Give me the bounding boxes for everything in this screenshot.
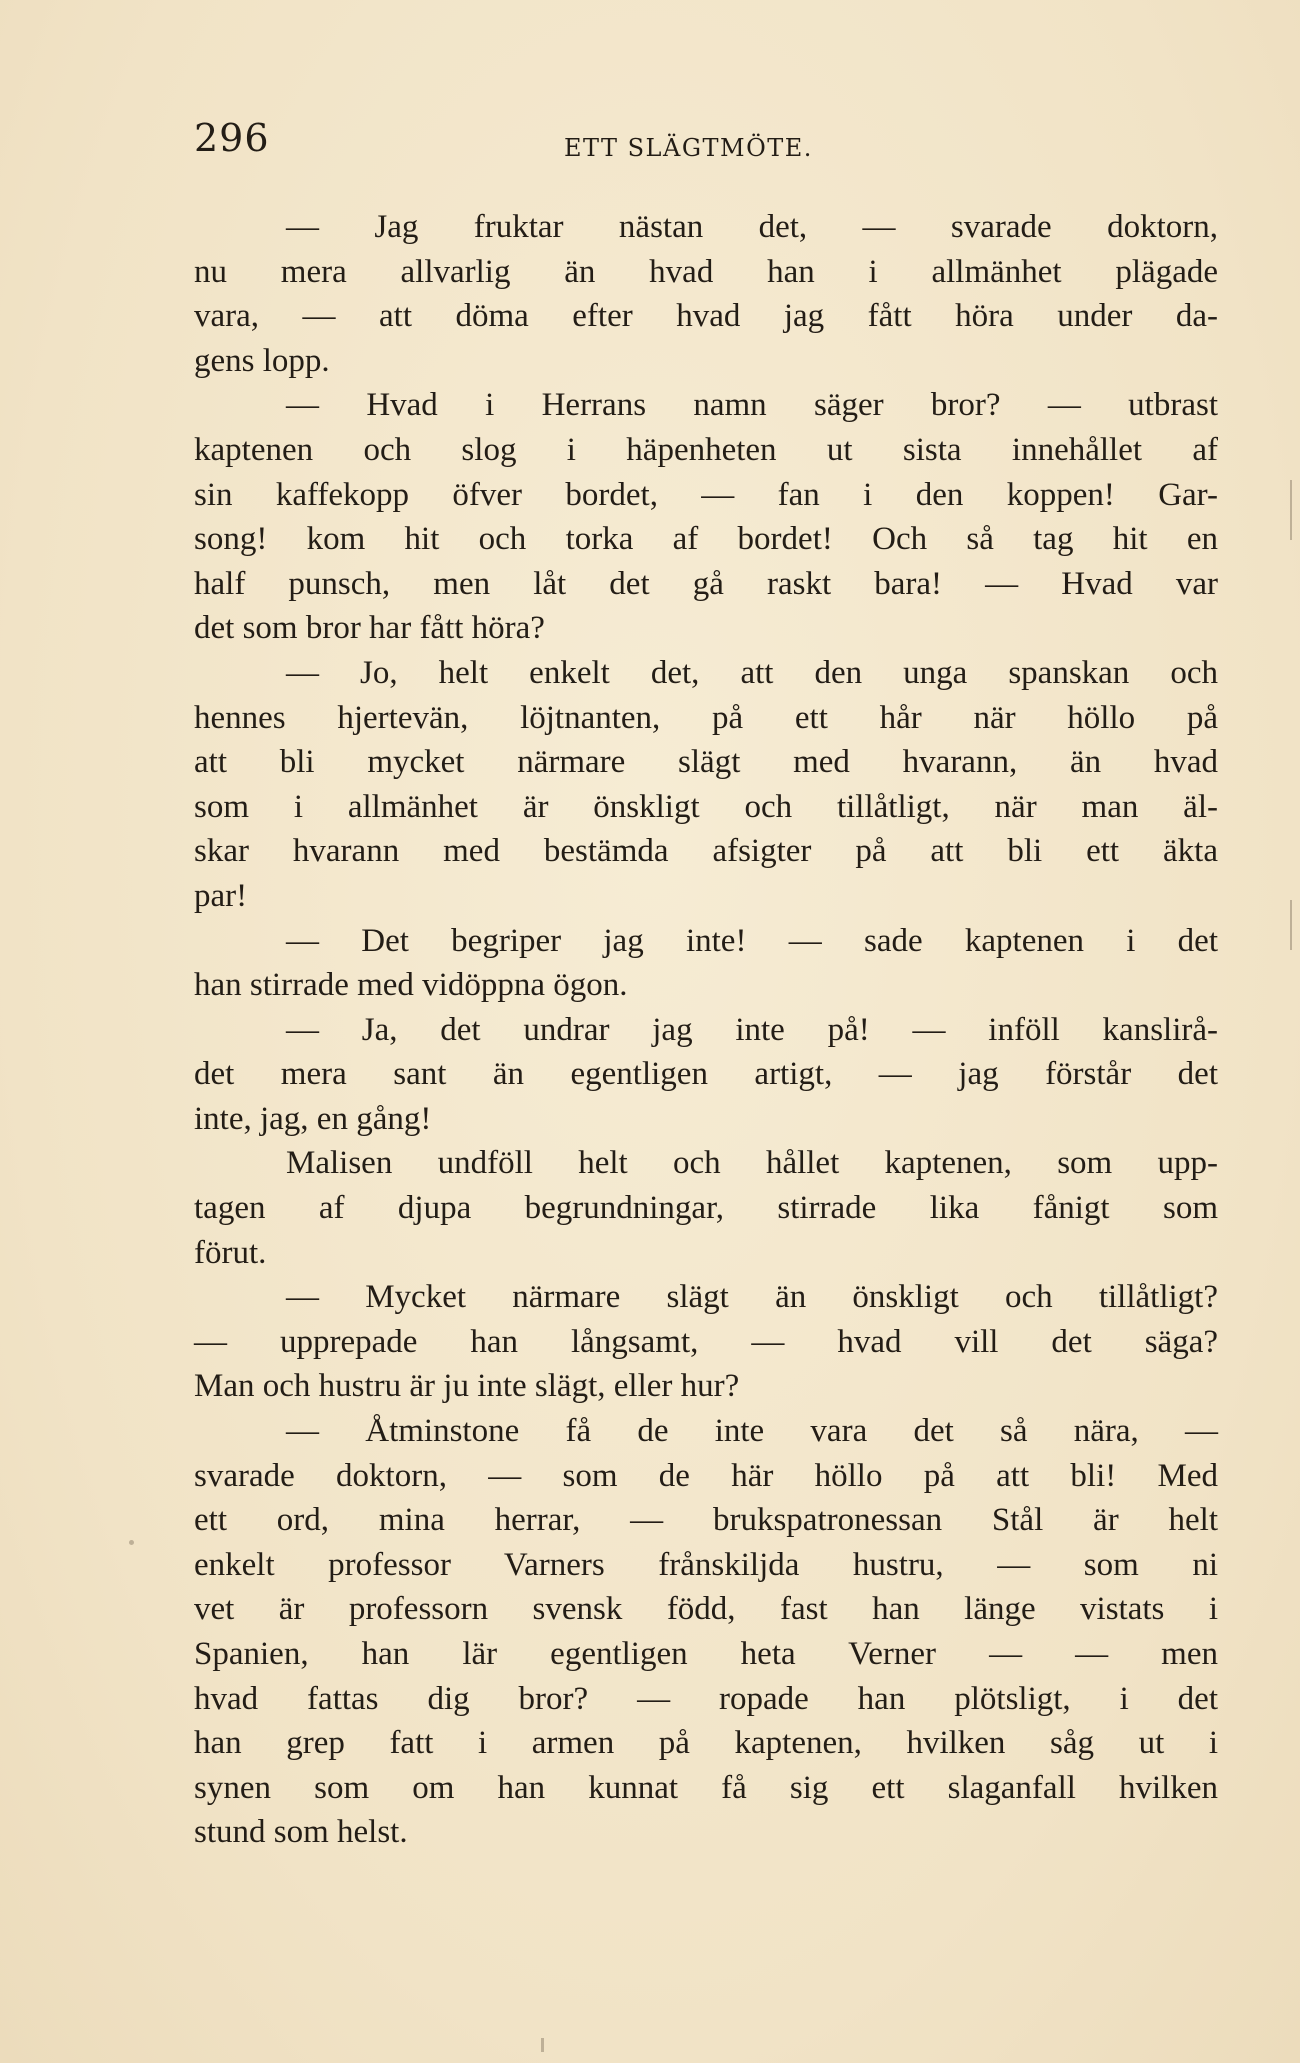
- text-line: han grep fatt i armen på kaptenen, hvilken såg ut i: [194, 1725, 1218, 1762]
- text-line: enkelt professor Varners frånskiljda hustru, — som ni: [194, 1546, 1218, 1583]
- text-line: — Det begriper jag inte! — sade kaptenen i det: [286, 922, 1218, 959]
- text-line: par!: [194, 877, 248, 914]
- text-line: Spanien, han lär egentligen heta Verner — — men: [194, 1636, 1218, 1672]
- text-line: inte, jag, en gång!: [194, 1100, 432, 1137]
- scan-speck: [129, 1540, 134, 1545]
- text-line: han stirrade med vidöppna ögon.: [194, 967, 628, 1004]
- text-line: skar hvarann med bestämda afsigter på att bli ett äkta: [194, 833, 1218, 870]
- text-line: nu mera allvarlig än hvad han i allmänhet plägade: [194, 253, 1218, 290]
- text-line: half punsch, men låt det gå raskt bara! — Hvad var: [194, 565, 1218, 602]
- text-line: ett ord, mina herrar, — brukspatronessan Stål är helt: [194, 1502, 1218, 1539]
- text-line: tagen af djupa begrundningar, stirrade lika fånigt som: [194, 1190, 1218, 1227]
- text-line: hvad fattas dig bror? — ropade han plötsligt, i det: [194, 1680, 1218, 1717]
- text-line: synen som om han kunnat få sig ett slaganfall hvilken: [194, 1769, 1218, 1806]
- text-line: sin kaffekopp öfver bordet, — fan i den koppen! Gar-: [194, 476, 1218, 513]
- text-line: vet är professorn svensk född, fast han länge vistats i: [194, 1591, 1218, 1628]
- text-line: som i allmänhet är önskligt och tillåtligt, när man äl-: [194, 788, 1218, 825]
- text-line: — Ja, det undrar jag inte på! — inföll kanslirå-: [286, 1011, 1218, 1048]
- text-line: — Åtminstone få de inte vara det så nära, —: [286, 1413, 1218, 1450]
- text-line: kaptenen och slog i häpenheten ut sista innehållet af: [194, 431, 1218, 468]
- text-line: Malisen undföll helt och hållet kaptenen, som upp-: [286, 1145, 1218, 1182]
- text-line: att bli mycket närmare slägt med hvarann, än hvad: [194, 744, 1218, 781]
- text-line: vara, — att döma efter hvad jag fått höra under da-: [194, 298, 1218, 335]
- text-line: song! kom hit och torka af bordet! Och så tag hit en: [194, 521, 1218, 558]
- text-line: Man och hustru är ju inte slägt, eller hur?: [194, 1368, 740, 1405]
- body-text: [194, 205, 1218, 1855]
- text-line: förut.: [194, 1234, 267, 1271]
- scan-speck: [1290, 480, 1292, 540]
- text-line: det som bror har fått höra?: [194, 610, 545, 647]
- text-line: gens lopp.: [194, 342, 330, 379]
- text-line: — upprepade han långsamt, — hvad vill det säga?: [194, 1323, 1218, 1360]
- page-header: [194, 116, 1218, 176]
- text-line: det mera sant än egentligen artigt, — jag förstår det: [194, 1056, 1218, 1093]
- text-line: — Jag fruktar nästan det, — svarade doktorn,: [286, 209, 1218, 245]
- text-line: svarade doktorn, — som de här höllo på att bli! Med: [194, 1457, 1218, 1494]
- scan-speck: [541, 2038, 544, 2052]
- text-line: hennes hjertevän, löjtnanten, på ett hår när höllo på: [194, 699, 1218, 736]
- text-line: — Mycket närmare slägt än önskligt och tillåtligt?: [286, 1279, 1218, 1316]
- text-line: stund som helst.: [194, 1814, 408, 1851]
- text-line: — Jo, helt enkelt det, att den unga spanskan och: [286, 654, 1218, 691]
- page-number: 296: [194, 116, 270, 160]
- text-line: — Hvad i Herrans namn säger bror? — utbrast: [286, 387, 1218, 424]
- scan-speck: [1290, 900, 1292, 950]
- running-title: ETT SLÄGTMÖTE.: [564, 134, 813, 162]
